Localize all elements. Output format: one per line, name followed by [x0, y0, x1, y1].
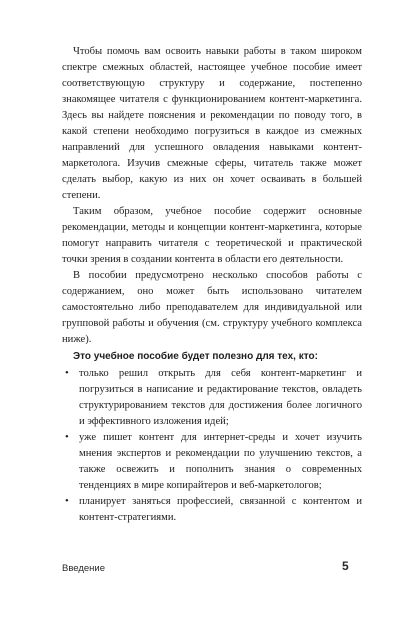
bullet-icon: •	[65, 496, 69, 507]
list-item	[62, 430, 362, 494]
list-intro: Это учебное пособие будет полезно для тех, кто:	[73, 351, 318, 362]
bullet-icon: •	[65, 432, 69, 443]
paragraph-2: Таким образом, учебное пособие содержит основные рекомендации, методы и концепции контент-маркетинга, которые помогут направить читателя с теоретической и практической точки зрения в создании контента в области его деятельности.	[62, 206, 362, 265]
paragraph-1: Чтобы помочь вам освоить навыки работы в таком широком спектре смежных областей, настоящее учебное пособие имеет соответствующую структуру и содержание, постепенно знакомящее читателя с функционированием контент-маркетинга. Здесь вы найдете пояснения и рекомендации по поводу того, в какой степени необходимо погрузиться в каждое из смежных направлений для успешного овладения навыками контент-маркетолога. Изучив смежные сферы, читатель также может сделать выбор, какую из них он хочет осваивать в большей степени.	[62, 46, 362, 201]
bullet-list	[62, 366, 362, 526]
body-text	[62, 44, 362, 526]
footer-section-label: Введение	[62, 563, 106, 574]
list-item	[62, 366, 362, 430]
list-item	[62, 494, 362, 526]
bullet-icon: •	[65, 368, 69, 379]
list-item-text: планирует заняться профессией, связанной с контентом и контент-стратегиями.	[79, 496, 362, 523]
page-number: 5	[342, 559, 349, 573]
list-item-text: только решил открыть для себя контент-маркетинг и погрузиться в написание и редактирование текстов, овладеть структурированием текстов для достижения более логичного и эффективного изложения идей;	[79, 368, 362, 427]
paragraph-3: В пособии предусмотрено несколько способов работы с содержанием, оно может быть использовано читателем самостоятельно либо преподавателем для индивидуальной или групповой работы и обучения (см. структуру учебного комплекса ниже).	[62, 270, 362, 345]
list-item-text: уже пишет контент для интернет-среды и хочет изучить мнения экспертов и рекомендации по улучшению текстов, а также освежить и пополнить знания о современных тенденциях в мире копирайтеров и веб-маркетологов;	[79, 432, 362, 491]
